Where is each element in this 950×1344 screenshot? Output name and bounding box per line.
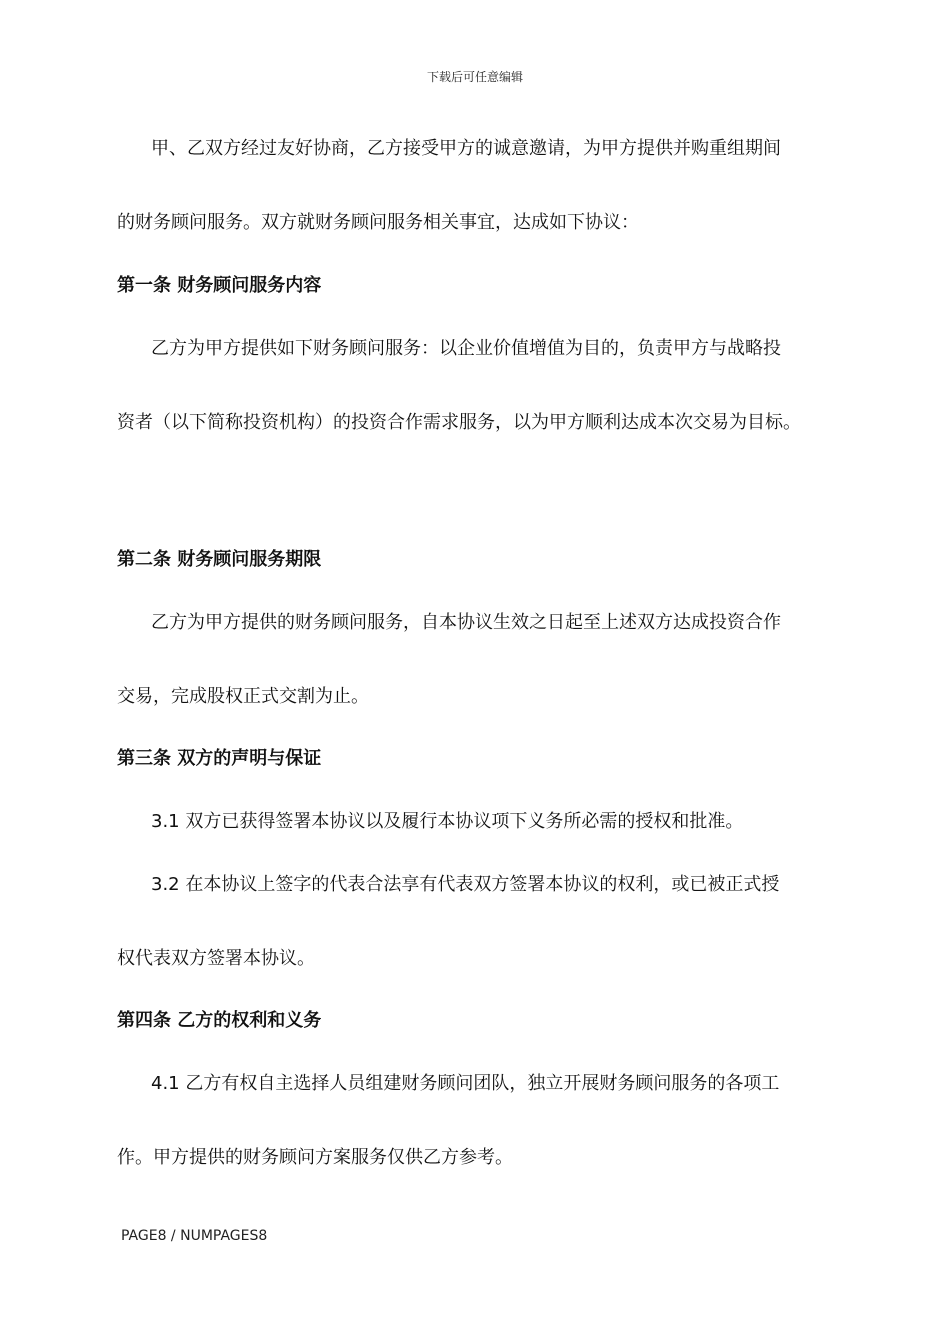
section-1-line-1: 乙方为甲方提供如下财务顾问服务：以企业价值增值为目的，负责甲方与战略投 (151, 338, 781, 359)
section-heading-2: 第二条 财务顾问服务期限 (117, 549, 322, 570)
page-number-footer: PAGE8 / NUMPAGES8 (121, 1228, 268, 1244)
header-note: 下载后可任意编辑 (426, 70, 523, 84)
clause-3-2-line-1: 3.2 在本协议上签字的代表合法享有代表双方签署本协议的权利，或已被正式授 (151, 874, 780, 895)
clause-4-1-line-1: 4.1 乙方有权自主选择人员组建财务顾问团队，独立开展财务顾问服务的各项工 (151, 1073, 780, 1094)
clause-3-1: 3.1 双方已获得签署本协议以及履行本协议项下义务所必需的授权和批准。 (151, 811, 744, 832)
clause-4-1-line-2: 作。甲方提供的财务顾问方案服务仅供乙方参考。 (117, 1147, 513, 1168)
paragraph-intro-line-1: 甲、乙双方经过友好协商，乙方接受甲方的诚意邀请，为甲方提供并购重组期间 (151, 138, 781, 159)
clause-3-2-line-2: 权代表双方签署本协议。 (117, 948, 315, 969)
paragraph-intro-line-2: 的财务顾问服务。双方就财务顾问服务相关事宜，达成如下协议： (117, 212, 639, 233)
section-heading-1: 第一条 财务顾问服务内容 (117, 275, 322, 296)
section-2-line-2: 交易，完成股权正式交割为止。 (117, 686, 369, 707)
section-heading-4: 第四条 乙方的权利和义务 (117, 1010, 322, 1031)
section-2-line-1: 乙方为甲方提供的财务顾问服务，自本协议生效之日起至上述双方达成投资合作 (151, 612, 781, 633)
section-1-line-2: 资者（以下简称投资机构）的投资合作需求服务，以为甲方顺利达成本次交易为目标。 (117, 412, 801, 433)
section-heading-3: 第三条 双方的声明与保证 (117, 748, 322, 769)
